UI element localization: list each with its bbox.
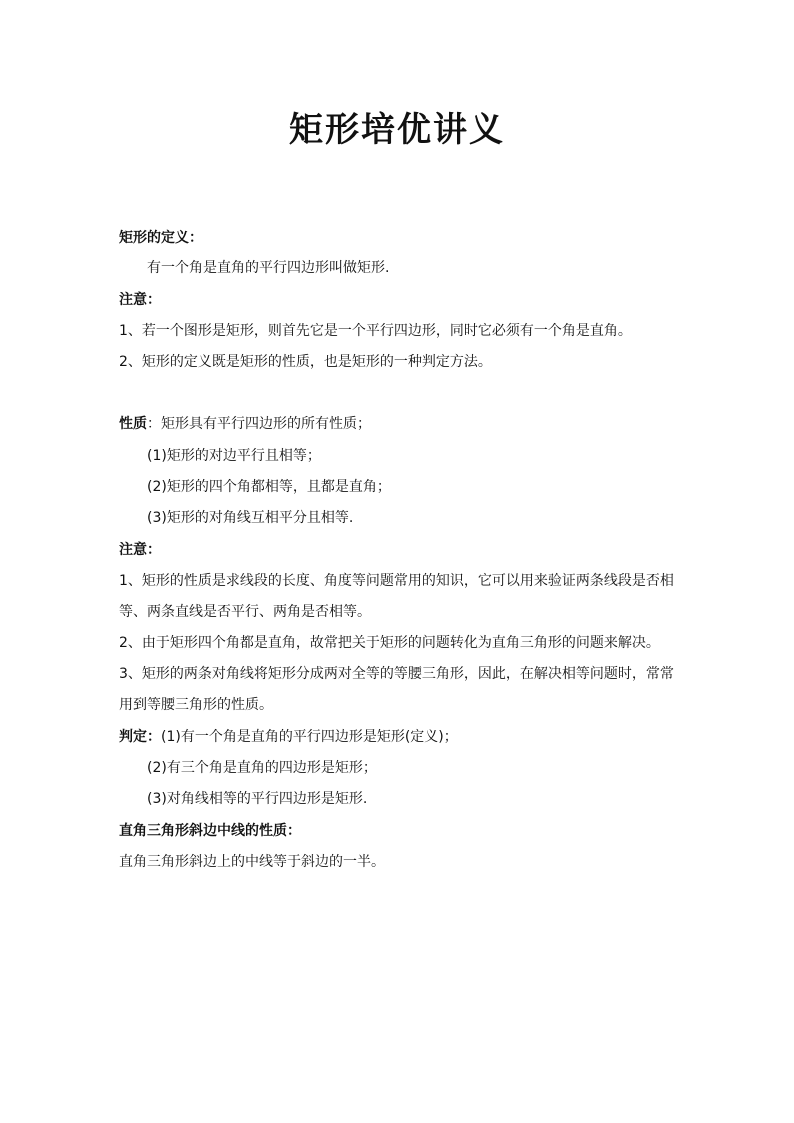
note1-item-1: 1、若一个图形是矩形，则首先它是一个平行四边形，同时它必须有一个角是直角。 bbox=[119, 323, 632, 339]
median-text: 直角三角形斜边上的中线等于斜边的一半。 bbox=[119, 854, 385, 870]
note2-line-3: 2、由于矩形四个角都是直角，故常把关于矩形的问题转化为直角三角形的问题来解决。 bbox=[119, 635, 660, 651]
note2-line-2: 等、两条直线是否平行、两角是否相等。 bbox=[119, 604, 371, 620]
properties-label: 性质 bbox=[119, 416, 147, 432]
page-title: 矩形培优讲义 bbox=[289, 110, 505, 150]
definition-text: 有一个角是直角的平行四边形叫做矩形. bbox=[147, 260, 390, 276]
judgment-item-3: (3)对角线相等的平行四边形是矩形. bbox=[147, 791, 368, 807]
note2-line-5: 用到等腰三角形的性质。 bbox=[119, 697, 273, 713]
properties-item-3: (3)矩形的对角线互相平分且相等. bbox=[147, 510, 354, 526]
note2-line-4: 3、矩形的两条对角线将矩形分成两对全等的等腰三角形，因此，在解决相等问题时，常常 bbox=[119, 666, 674, 682]
median-heading: 直角三角形斜边中线的性质： bbox=[119, 823, 301, 839]
note1-item-2: 2、矩形的定义既是矩形的性质，也是矩形的一种判定方法。 bbox=[119, 354, 492, 370]
definition-heading: 矩形的定义： bbox=[119, 230, 203, 246]
judgment-item-2: (2)有三个角是直角的四边形是矩形； bbox=[147, 760, 377, 776]
note2-heading: 注意： bbox=[119, 542, 161, 558]
judgment-label: 判定： bbox=[119, 729, 161, 745]
note1-heading: 注意： bbox=[119, 292, 161, 308]
properties-item-1: (1)矩形的对边平行且相等； bbox=[147, 448, 321, 464]
properties-line bbox=[119, 414, 371, 434]
properties-intro: ：矩形具有平行四边形的所有性质； bbox=[147, 416, 371, 432]
properties-item-2: (2)矩形的四个角都相等，且都是直角； bbox=[147, 479, 391, 495]
judgment-first: (1)有一个角是直角的平行四边形是矩形(定义)； bbox=[161, 729, 458, 745]
note2-line-1: 1、矩形的性质是求线段的长度、角度等问题常用的知识，它可以用来验证两条线段是否相 bbox=[119, 573, 674, 589]
judgment-line bbox=[119, 727, 458, 747]
